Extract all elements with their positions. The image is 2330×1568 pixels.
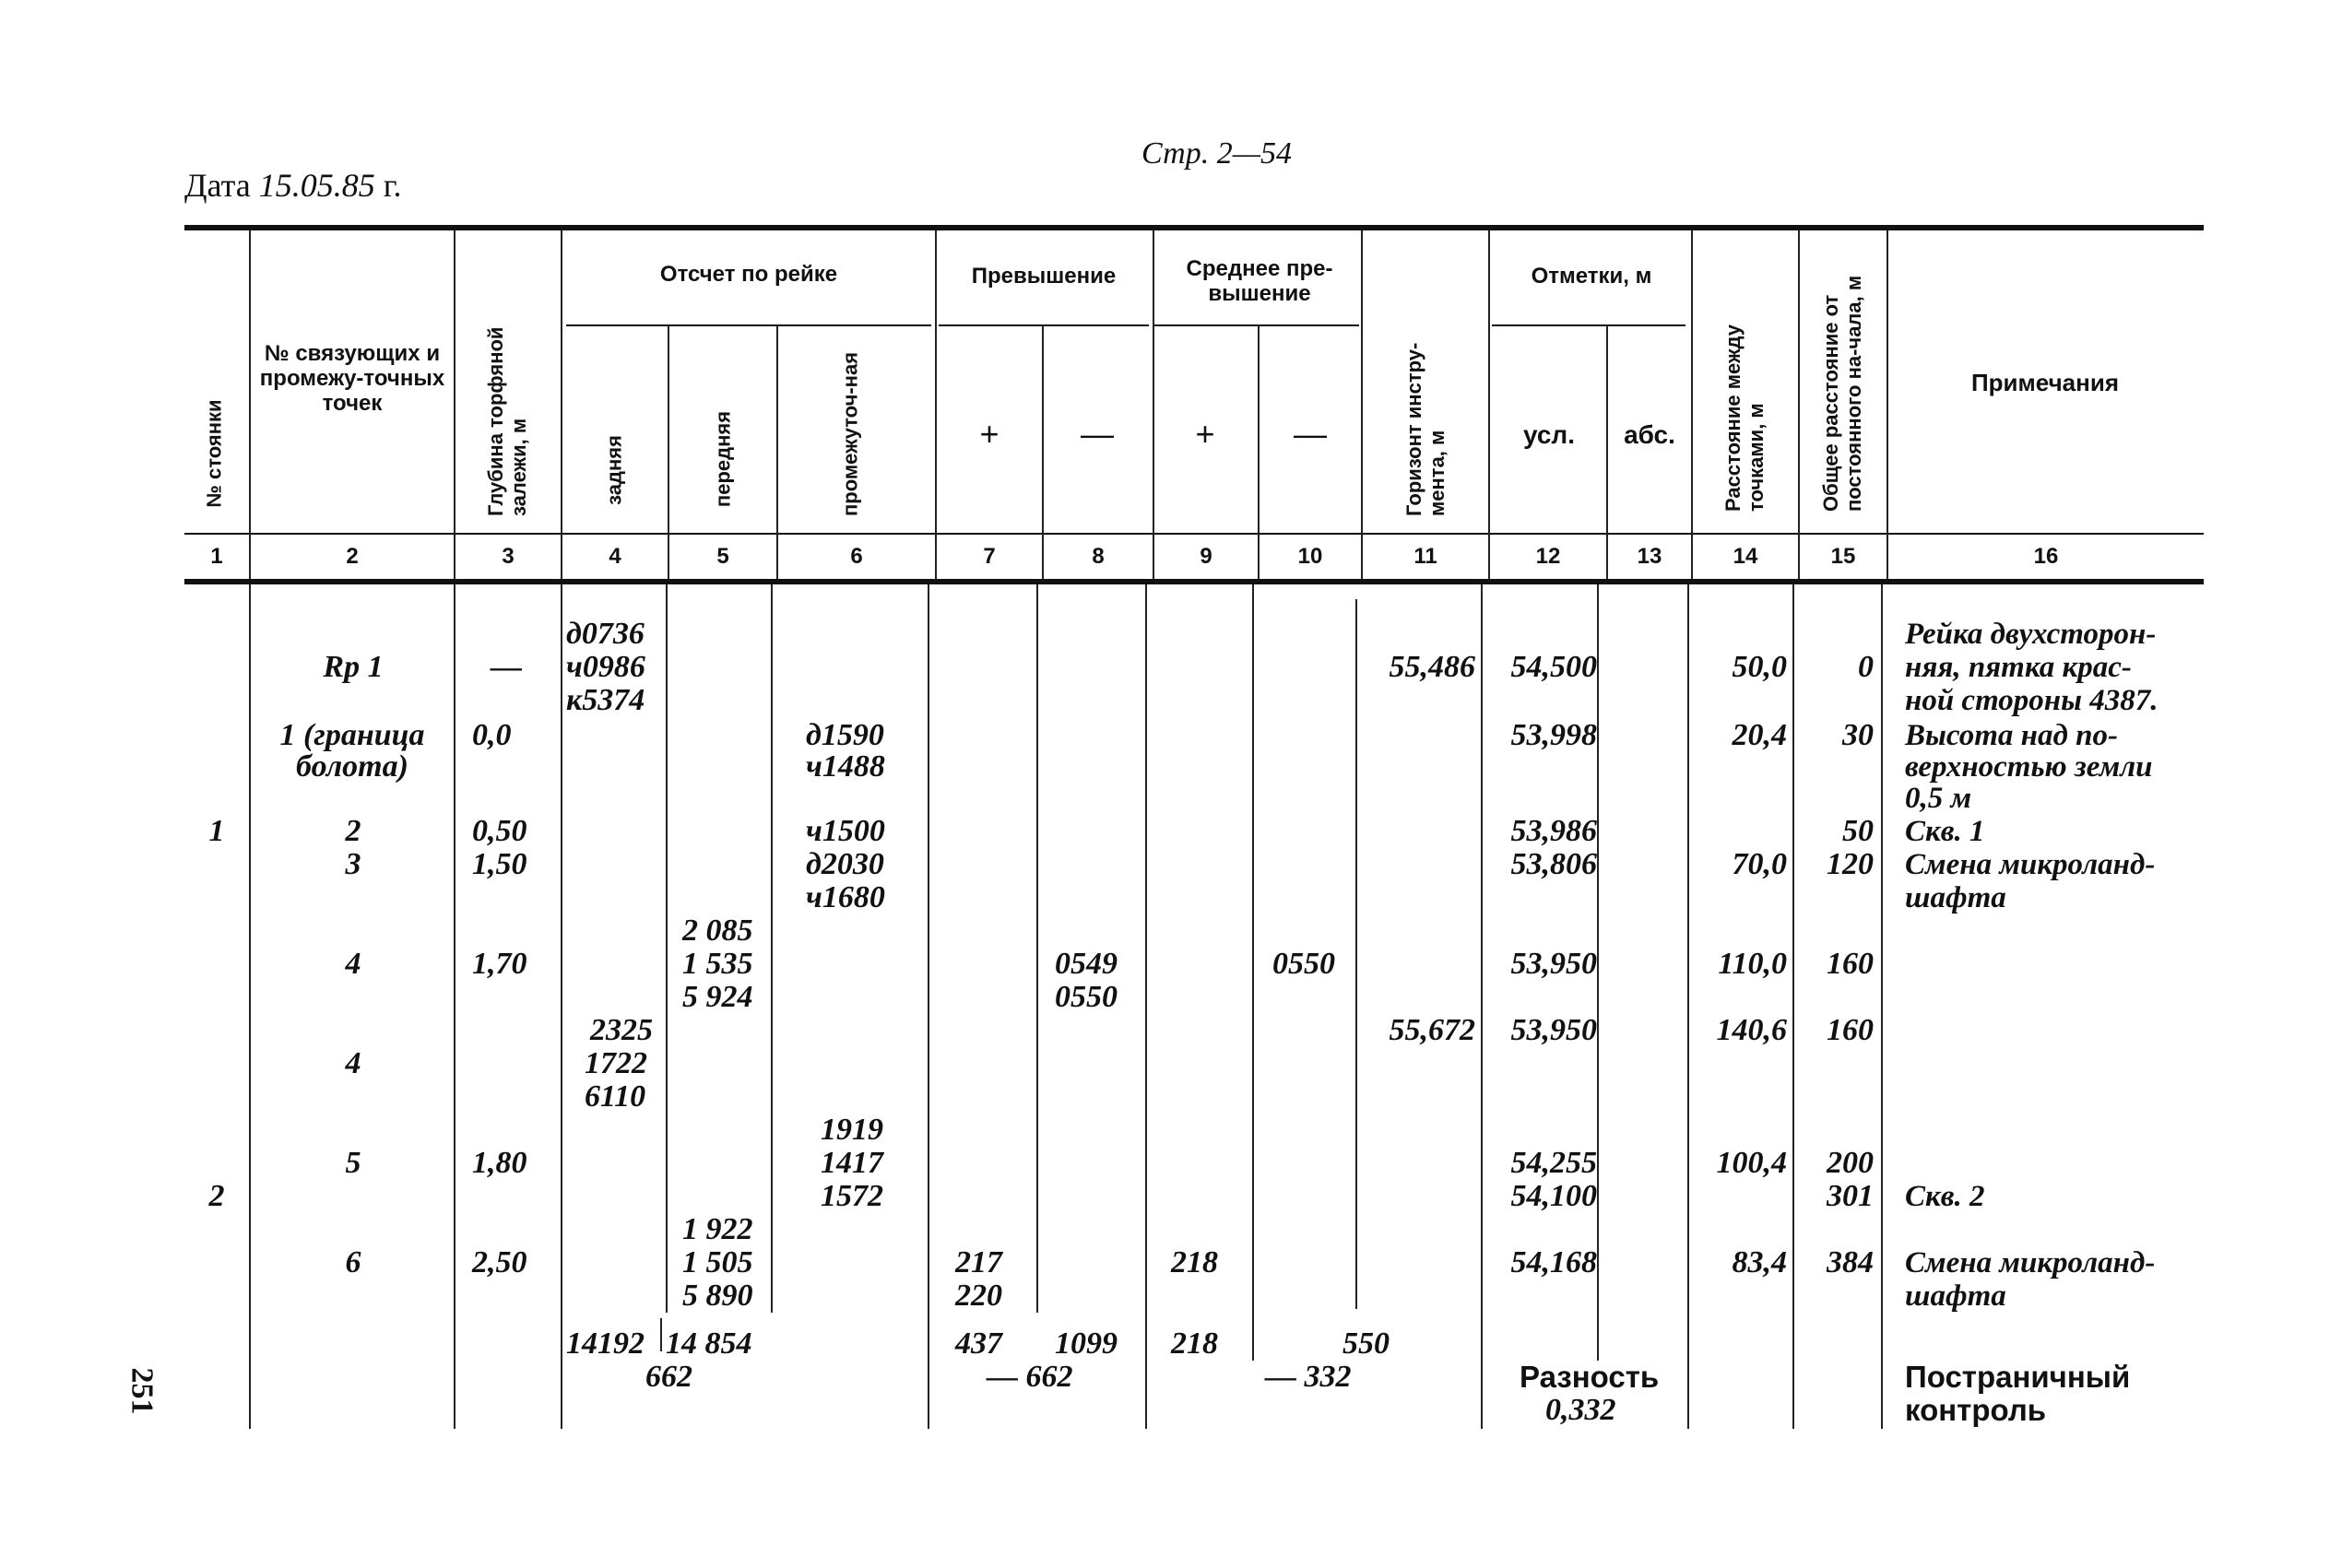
- header-marks: Отметки, м: [1531, 264, 1652, 289]
- note-line: шафта: [1905, 1279, 2006, 1313]
- avg-elevation-plus: 218: [1171, 1245, 1218, 1279]
- subheader-rule-avg: [1154, 324, 1359, 326]
- date-line: [184, 166, 401, 205]
- front-reading: 1 922: [682, 1212, 753, 1246]
- header-bottom-rule: [184, 533, 2204, 535]
- point-id: болота): [296, 749, 408, 784]
- total-distance-value: 160: [1827, 1013, 1874, 1047]
- depth-value: 1,50: [472, 847, 527, 881]
- col-line: [1252, 584, 1254, 1361]
- intermediate-reading: д1590: [806, 718, 884, 752]
- instrument-horizon: 55,486: [1389, 650, 1475, 684]
- subheader-rule-elevation: [939, 324, 1149, 326]
- col-number: 3: [502, 544, 514, 569]
- intermediate-reading: 1417: [821, 1146, 883, 1180]
- instrument-horizon: 55,672: [1389, 1013, 1475, 1047]
- header-points-text: № связующих и промежу-точных точек: [259, 341, 445, 416]
- back-reading: 6110: [585, 1079, 646, 1114]
- back-reading: 2325: [590, 1013, 653, 1047]
- date-value: 15.05.85: [258, 167, 375, 204]
- point-id: 4: [345, 947, 361, 981]
- header-avg-plus: +: [1195, 415, 1215, 453]
- col-number: 14: [1733, 544, 1758, 569]
- top-rule: [184, 225, 2204, 230]
- col-line: [1687, 584, 1689, 1429]
- date-label: Дата: [184, 167, 251, 204]
- mark-value: 53,950: [1510, 1013, 1597, 1047]
- header-depth: Глубина торфяной залежи, м: [484, 326, 530, 516]
- col-line: [668, 326, 669, 579]
- col-number: 16: [2033, 544, 2059, 569]
- header-reading: Отсчет по рейке: [659, 262, 838, 287]
- intermediate-reading: ч1680: [806, 880, 885, 914]
- col-line: [928, 584, 929, 1429]
- mark-value: 53,986: [1510, 814, 1597, 848]
- page-control-label: контроль: [1905, 1393, 2047, 1427]
- note-line: няя, пятка крас-: [1905, 651, 2132, 684]
- mark-value: 54,500: [1510, 650, 1597, 684]
- avg-elevation-minus-sum: 550: [1342, 1326, 1390, 1361]
- avg-elevation-plus-sum: 218: [1171, 1326, 1218, 1361]
- col-line: [1597, 584, 1599, 1361]
- col-number: 7: [983, 544, 996, 569]
- col-number: 12: [1535, 544, 1561, 569]
- col-line: [776, 326, 778, 579]
- col-line: [1258, 326, 1260, 579]
- note-line: Скв. 1: [1905, 815, 1985, 848]
- col-line: [1886, 230, 1888, 579]
- col-line: [1691, 230, 1693, 579]
- distance-value: 140,6: [1716, 1013, 1787, 1047]
- header-distance: Расстояние между точками, м: [1721, 324, 1768, 512]
- page-control-label: Постраничный: [1905, 1360, 2131, 1394]
- note-line: Высота над по-: [1905, 719, 2118, 752]
- intermediate-reading: 1572: [821, 1179, 883, 1213]
- back-front-difference: 662: [645, 1360, 692, 1394]
- avg-elevation-difference: — 332: [1265, 1360, 1352, 1394]
- note-line: Рейка двухсторон-: [1905, 618, 2157, 651]
- point-id: 6: [345, 1245, 361, 1279]
- col-line: [935, 230, 937, 579]
- depth-value: 1,80: [472, 1146, 527, 1180]
- col-number: 8: [1092, 544, 1105, 569]
- header-front: передняя: [711, 410, 735, 508]
- header-elev-plus: +: [979, 415, 999, 453]
- total-distance-value: 0: [1858, 650, 1874, 684]
- col-line: [660, 1318, 662, 1351]
- col-number: 1: [210, 544, 223, 569]
- distance-value: 100,4: [1716, 1146, 1787, 1180]
- note-line: Смена микроланд-: [1905, 848, 2156, 881]
- mark-value: 54,100: [1510, 1179, 1597, 1213]
- front-reading: 1 505: [682, 1245, 753, 1279]
- station-number: 2: [208, 1179, 225, 1213]
- header-horizon: Горизонт инстру-мента, м: [1402, 342, 1449, 516]
- col-number: 2: [346, 544, 359, 569]
- col-line: [1606, 326, 1608, 579]
- header-avg-elevation: Среднее пре-вышение: [1186, 256, 1333, 306]
- front-reading-sum: 14 854: [666, 1326, 752, 1361]
- distance-value: 110,0: [1718, 947, 1787, 981]
- col-number: 9: [1200, 544, 1212, 569]
- mark-value: 53,806: [1510, 847, 1597, 881]
- col-number: 13: [1637, 544, 1662, 569]
- header-points: [256, 341, 448, 416]
- page-number: Стр. 2—54: [1141, 136, 1292, 171]
- col-line: [1036, 584, 1038, 1313]
- total-distance-value: 50: [1842, 814, 1874, 848]
- margin-page-number: 251: [124, 1367, 160, 1415]
- note-line: ной стороны 4387.: [1905, 684, 2159, 717]
- col-line: [666, 584, 668, 1313]
- col-line: [249, 584, 251, 1429]
- body-top-rule: [184, 579, 2204, 584]
- elevation-plus: 217: [955, 1245, 1002, 1279]
- col-line: [1042, 326, 1044, 579]
- point-id: 1 (граница: [279, 718, 425, 752]
- avg-elevation-minus: 0550: [1272, 947, 1335, 981]
- mark-value: 53,950: [1510, 947, 1597, 981]
- back-reading: к5374: [566, 683, 645, 717]
- depth-value: 0,50: [472, 814, 527, 848]
- header-elevation: Превышение: [971, 264, 1117, 289]
- header-intermediate: промежуточ-ная: [838, 351, 862, 516]
- col-line: [771, 584, 773, 1313]
- header-back: задняя: [602, 435, 626, 505]
- elevation-plus-sum: 437: [955, 1326, 1002, 1361]
- point-id: 3: [345, 847, 361, 881]
- difference-value: 0,332: [1545, 1393, 1616, 1427]
- note-line: верхностью земли: [1905, 750, 2153, 784]
- intermediate-reading: ч1488: [806, 749, 885, 784]
- col-line: [454, 230, 455, 579]
- date-suffix: г.: [383, 167, 402, 204]
- col-number: 10: [1297, 544, 1323, 569]
- col-number: 15: [1830, 544, 1856, 569]
- col-line: [561, 584, 562, 1429]
- col-number: 4: [609, 544, 621, 569]
- front-reading: 1 535: [682, 947, 753, 981]
- total-distance-value: 301: [1827, 1179, 1874, 1213]
- front-reading: 2 085: [682, 914, 753, 948]
- col-line: [249, 230, 251, 579]
- note-line: Смена микроланд-: [1905, 1246, 2156, 1279]
- station-number: 1: [208, 814, 225, 848]
- header-notes: Примечания: [1970, 369, 2119, 396]
- col-number: 6: [850, 544, 863, 569]
- note-line: Скв. 2: [1905, 1180, 1985, 1213]
- depth-value: —: [491, 650, 522, 684]
- elevation-minus: 0550: [1055, 980, 1118, 1014]
- depth-value: 2,50: [472, 1245, 527, 1279]
- point-id: 5: [345, 1146, 361, 1180]
- col-line: [1792, 584, 1794, 1429]
- distance-value: 50,0: [1732, 650, 1787, 684]
- note-line: шафта: [1905, 881, 2006, 914]
- col-line: [1881, 584, 1883, 1429]
- point-id: Rp 1: [323, 650, 384, 684]
- subheader-rule-marks: [1492, 324, 1685, 326]
- front-reading: 5 890: [682, 1279, 753, 1313]
- mark-value: 54,255: [1510, 1146, 1597, 1180]
- header-abs: абс.: [1624, 420, 1675, 449]
- header-avg-minus: —: [1294, 415, 1327, 453]
- col-line: [1355, 599, 1357, 1309]
- front-reading: 5 924: [682, 980, 753, 1014]
- total-distance-value: 160: [1827, 947, 1874, 981]
- col-number: 11: [1413, 544, 1437, 569]
- back-reading: 1722: [585, 1046, 647, 1080]
- point-id: 2: [345, 814, 361, 848]
- distance-value: 83,4: [1732, 1245, 1787, 1279]
- elevation-difference: — 662: [987, 1360, 1073, 1394]
- header-total-distance: Общее расстояние от постоянного на-чала, м: [1819, 275, 1865, 512]
- col-line: [1488, 230, 1490, 579]
- mark-value: 53,998: [1510, 718, 1597, 752]
- distance-value: 70,0: [1732, 847, 1787, 881]
- back-reading-sum: 14192: [566, 1326, 645, 1361]
- distance-value: 20,4: [1732, 718, 1787, 752]
- back-reading: д0736: [566, 617, 645, 651]
- elevation-minus-sum: 1099: [1055, 1326, 1118, 1361]
- total-distance-value: 30: [1842, 718, 1874, 752]
- point-id: 4: [345, 1046, 361, 1080]
- col-number: 5: [716, 544, 729, 569]
- col-line: [561, 230, 562, 579]
- intermediate-reading: 1919: [821, 1113, 883, 1147]
- depth-value: 0,0: [472, 718, 512, 752]
- elevation-plus: 220: [955, 1279, 1002, 1313]
- col-line: [1798, 230, 1800, 579]
- col-line: [1153, 230, 1154, 579]
- mark-value: 54,168: [1510, 1245, 1597, 1279]
- subheader-rule-reading: [566, 324, 931, 326]
- total-distance-value: 200: [1827, 1146, 1874, 1180]
- header-cond: усл.: [1522, 420, 1575, 449]
- col-line: [454, 584, 455, 1429]
- back-reading: ч0986: [566, 650, 645, 684]
- note-line: 0,5 м: [1905, 782, 1972, 815]
- elevation-minus: 0549: [1055, 947, 1118, 981]
- header-station: № стоянки: [202, 399, 226, 508]
- col-line: [1361, 230, 1363, 579]
- header-elev-minus: —: [1081, 415, 1114, 453]
- difference-label: Разность: [1520, 1360, 1660, 1394]
- col-line: [1481, 584, 1483, 1429]
- col-line: [1145, 584, 1147, 1429]
- total-distance-value: 384: [1827, 1245, 1874, 1279]
- depth-value: 1,70: [472, 947, 527, 981]
- intermediate-reading: д2030: [806, 847, 884, 881]
- intermediate-reading: ч1500: [806, 814, 885, 848]
- total-distance-value: 120: [1827, 847, 1874, 881]
